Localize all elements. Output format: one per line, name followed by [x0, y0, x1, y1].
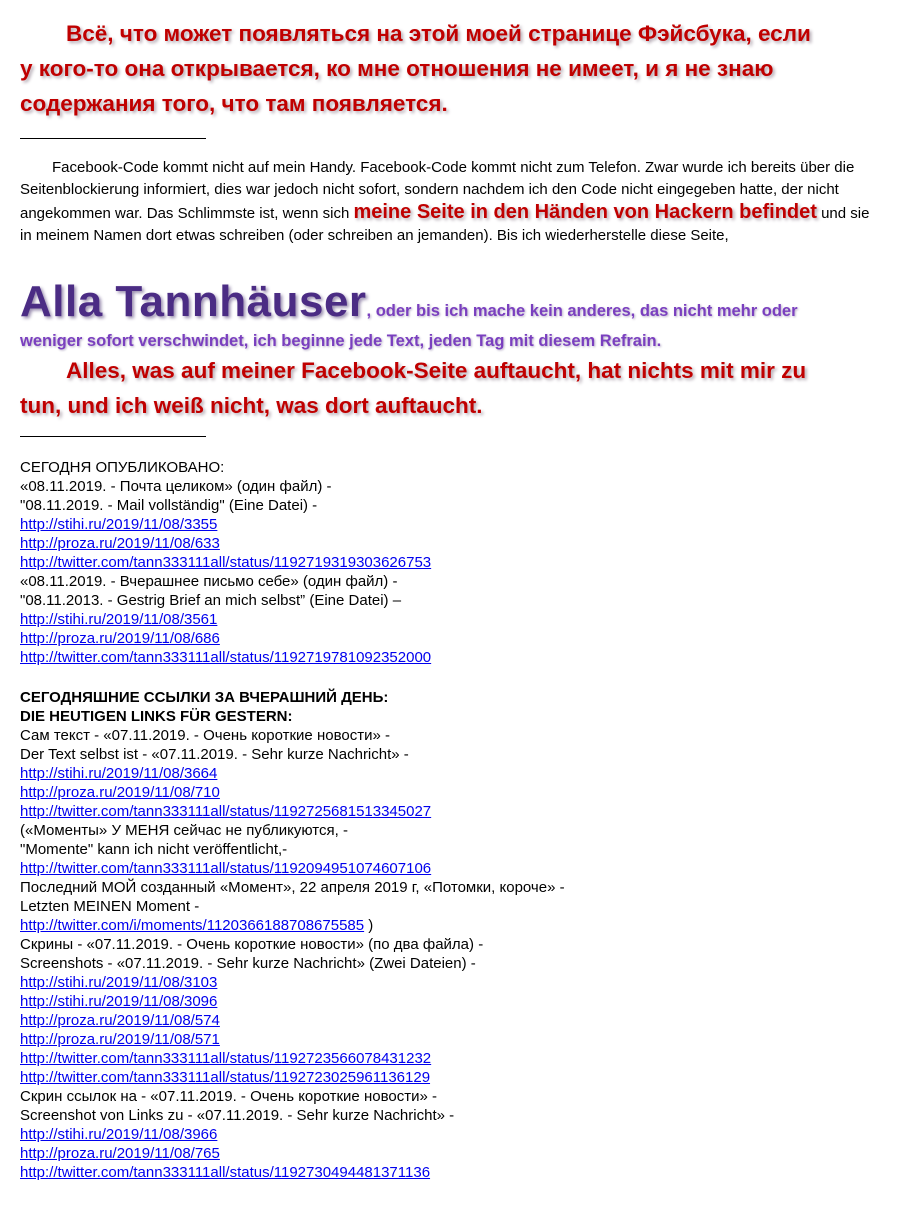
text-line: Сам текст - «07.11.2019. - Очень короткие новости» -: [20, 727, 390, 744]
hyperlink[interactable]: http://stihi.ru/2019/11/08/3103: [20, 974, 218, 991]
header-russian-line-2: у кого-то она открывается, ко мне отношения не имеет, и я не знаю: [20, 56, 774, 81]
hyperlink[interactable]: http://stihi.ru/2019/11/08/3096: [20, 993, 218, 1010]
text-line: Der Text selbst ist - «07.11.2019. - Sehr kurze Nachricht» -: [20, 746, 409, 763]
hyperlink[interactable]: http://proza.ru/2019/11/08/686: [20, 630, 220, 647]
closing-paren: ): [364, 917, 374, 934]
header-russian-line-3: содержания того, что там появляется.: [20, 91, 448, 116]
link-row: [20, 783, 882, 802]
link-row: [20, 1068, 882, 1087]
text-line: Последний МОЙ созданный «Момент», 22 апреля 2019 г, «Потомки, короче» -: [20, 879, 565, 896]
text-line: "Momente" kann ich nicht veröffentlicht,-: [20, 841, 288, 858]
hyperlink[interactable]: http://twitter.com/i/moments/1120366188708675585: [20, 917, 365, 934]
link-row: [20, 1049, 882, 1068]
german-paragraph: [20, 157, 882, 247]
link-row: [20, 992, 882, 1011]
link-row: [20, 610, 882, 629]
refrain-line-1: oder bis ich mache kein anderes, das nicht mehr oder: [375, 302, 798, 320]
link-row: [20, 802, 882, 821]
link-row: [20, 1125, 882, 1144]
hyperlink[interactable]: http://stihi.ru/2019/11/08/3664: [20, 765, 218, 782]
paragraph-text: Facebook-Code kommt nicht auf mein Handy. Facebook-Code kommt nicht zum Telefon. Zwar wurde ich bereits über die Seitenblockierung informiert, dies war jedoch nicht sofort, sondern nachdem ich den Code nicht eingegeben hatte, der nicht angekommen war. Das Schlimmste ist, wenn sich: [20, 159, 855, 222]
text-line: Screenshot von Links zu - «07.11.2019. - Sehr kurze Nachricht» -: [20, 1107, 455, 1124]
separator-rule-2: [20, 436, 206, 437]
link-row: [20, 1030, 882, 1049]
published-heading: СЕГОДНЯ ОПУБЛИКОВАНО:: [20, 459, 225, 476]
hyperlink[interactable]: http://proza.ru/2019/11/08/765: [20, 1145, 220, 1162]
header-russian: [20, 16, 880, 121]
text-line: «08.11.2019. - Почта целиком» (один файл) -: [20, 478, 332, 495]
header-german: [20, 353, 880, 423]
published-today-section: [20, 458, 882, 667]
header-german-line-2: tun, und ich weiß nicht, was dort auftaucht.: [20, 393, 483, 418]
hyperlink[interactable]: http://proza.ru/2019/11/08/571: [20, 1031, 220, 1048]
text-line: Letzten MEINEN Moment -: [20, 898, 200, 915]
text-line: Screenshots - «07.11.2019. - Sehr kurze Nachricht» (Zwei Dateien) -: [20, 955, 476, 972]
hyperlink[interactable]: http://twitter.com/tann333111all/status/1192723025961136129: [20, 1069, 431, 1086]
hyperlink[interactable]: http://twitter.com/tann333111all/status/1192094951074607106: [20, 860, 432, 877]
hyperlink[interactable]: http://proza.ru/2019/11/08/574: [20, 1012, 220, 1029]
link-row: [20, 859, 882, 878]
hyperlink[interactable]: http://stihi.ru/2019/11/08/3355: [20, 516, 218, 533]
link-row: [20, 1144, 882, 1163]
text-line: Скрины - «07.11.2019. - Очень короткие новости» (по два файла) -: [20, 936, 484, 953]
hyperlink[interactable]: http://proza.ru/2019/11/08/710: [20, 784, 220, 801]
paragraph-text-continued: und sie in meinem Namen dort etwas schreiben (oder schreiben an jemanden). Bis ich wiederherstelle diese Seite,: [20, 205, 870, 244]
text-line: Скрин ссылок на - «07.11.2019. - Очень короткие новости» -: [20, 1088, 437, 1105]
hyperlink[interactable]: http://twitter.com/tann333111all/status/1192719781092352000: [20, 649, 432, 666]
refrain-line-2: weniger sofort verschwindet, ich beginne jede Text, jeden Tag mit diesem Refrain.: [20, 332, 662, 350]
hyperlink[interactable]: http://stihi.ru/2019/11/08/3561: [20, 611, 218, 628]
yesterday-heading-de: DIE HEUTIGEN LINKS FÜR GESTERN:: [20, 708, 293, 725]
author-name: Alla Tannhäuser: [20, 277, 367, 326]
link-row: [20, 648, 882, 667]
yesterday-heading-ru: СЕГОДНЯШНИЕ ССЫЛКИ ЗА ВЧЕРАШНИЙ ДЕНЬ:: [20, 689, 389, 706]
hyperlink[interactable]: http://twitter.com/tann333111all/status/1192730494481371136: [20, 1164, 431, 1181]
yesterday-links-section: [20, 688, 882, 1182]
comma-text: ,: [366, 302, 376, 320]
hyperlink[interactable]: http://twitter.com/tann333111all/status/1192725681513345027: [20, 803, 432, 820]
hyperlink[interactable]: http://twitter.com/tann333111all/status/1192723566078431232: [20, 1050, 432, 1067]
separator-rule: [20, 138, 206, 139]
link-row: [20, 764, 882, 783]
hyperlink[interactable]: http://twitter.com/tann333111all/status/1192719319303626753: [20, 554, 432, 571]
link-row: [20, 916, 882, 935]
link-row: [20, 534, 882, 553]
header-german-line-1: Alles, was auf meiner Facebook-Seite auftaucht, hat nichts mit mir zu: [66, 358, 807, 383]
link-row: [20, 1163, 882, 1182]
hyperlink[interactable]: http://stihi.ru/2019/11/08/3966: [20, 1126, 218, 1143]
text-line: «08.11.2019. - Вчерашнее письмо себе» (один файл) -: [20, 573, 398, 590]
refrain-line-2-wrap: [20, 328, 882, 355]
text-line: "08.11.2013. - Gestrig Brief an mich selbst” (Eine Datei) –: [20, 592, 402, 609]
link-row: [20, 629, 882, 648]
hackers-highlight: meine Seite in den Händen von Hackern befindet: [353, 201, 817, 223]
link-row: [20, 1011, 882, 1030]
link-row: [20, 553, 882, 572]
text-line: («Моменты» У МЕНЯ сейчас не публикуются, -: [20, 822, 348, 839]
link-row: [20, 973, 882, 992]
text-line: "08.11.2019. - Mail vollständig" (Eine Datei) -: [20, 497, 318, 514]
header-russian-line-1: Всё, что может появляться на этой моей странице Фэйсбука, если: [66, 21, 811, 46]
link-row: [20, 515, 882, 534]
hyperlink[interactable]: http://proza.ru/2019/11/08/633: [20, 535, 220, 552]
